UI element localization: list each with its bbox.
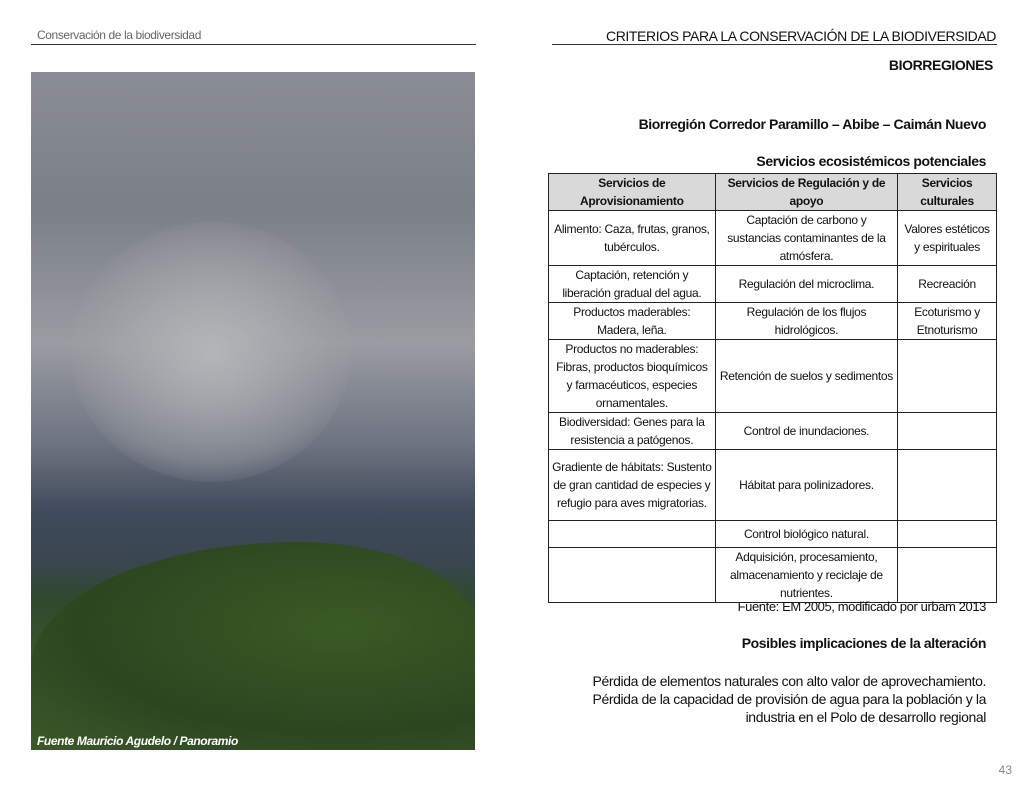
table-cell (898, 548, 997, 603)
table-row (549, 413, 997, 450)
header-rule-right (552, 44, 997, 45)
header-provisioning: Servicios de Aprovisionamiento (549, 174, 716, 211)
table-cell: Regulación de los flujos hidrológicos. (715, 303, 897, 340)
table-row (549, 303, 997, 340)
table-cell: Control de inundaciones. (715, 413, 897, 450)
table-cell: Adquisición, procesamiento, almacenamiento y reciclaje de nutrientes. (715, 548, 897, 603)
table-cell: Valores estéticos y espirituales (898, 211, 997, 266)
table-cell: Productos no maderables: Fibras, productos bioquímicos y farmacéuticos, especies ornamentales. (549, 340, 716, 413)
forest-hills (31, 542, 475, 750)
table-cell: Captación, retención y liberación gradual del agua. (549, 266, 716, 303)
page-number: 43 (998, 763, 1012, 777)
photo-caption: Fuente Mauricio Agudelo / Panoramio (37, 734, 238, 748)
table-row (549, 266, 997, 303)
table-cell (549, 548, 716, 603)
header-cultural: Servicios culturales (898, 174, 997, 211)
table-cell: Retención de suelos y sedimentos (715, 340, 897, 413)
table-cell (898, 340, 997, 413)
rain-cloud (71, 222, 351, 482)
implications-text: Pérdida de elementos naturales con alto valor de aprovechamiento. Pérdida de la capacidad de provisión de agua para la población y la industria en el Polo de desarrollo regional (592, 673, 986, 725)
table-cell (898, 413, 997, 450)
implications-title: Posibles implicaciones de la alteración (741, 635, 986, 651)
table-cell (549, 521, 716, 548)
table-cell (898, 450, 997, 521)
table-row (549, 340, 997, 413)
table-cell (898, 521, 997, 548)
landscape-photo (31, 72, 475, 750)
table-source: Fuente: EM 2005, modificado por urbam 2013 (737, 599, 986, 614)
table-cell: Regulación del microclima. (715, 266, 897, 303)
table-row (549, 548, 997, 603)
table-cell: Recreación (898, 266, 997, 303)
table-row (549, 450, 997, 521)
table-cell: Hábitat para polinizadores. (715, 450, 897, 521)
table-cell: Productos maderables: Madera, leña. (549, 303, 716, 340)
running-header-right: CRITERIOS PARA LA CONSERVACIÓN DE LA BIODIVERSIDAD (606, 28, 996, 44)
running-header-left: Conservación de la biodiversidad (37, 28, 201, 42)
bioregion-title: Biorregión Corredor Paramillo – Abibe – Caimán Nuevo (638, 116, 986, 132)
section-title: BIORREGIONES (888, 57, 993, 73)
table-cell: Captación de carbono y sustancias contaminantes de la atmósfera. (715, 211, 897, 266)
table-cell: Biodiversidad: Genes para la resistencia a patógenos. (549, 413, 716, 450)
table-cell: Control biológico natural. (715, 521, 897, 548)
header-rule-left (31, 44, 476, 45)
ecosystem-services-table (548, 173, 997, 603)
table-cell: Alimento: Caza, frutas, granos, tubérculos. (549, 211, 716, 266)
table-cell: Ecoturismo y Etnoturismo (898, 303, 997, 340)
table-title: Servicios ecosistémicos potenciales (756, 153, 986, 169)
table-row (549, 521, 997, 548)
header-regulation: Servicios de Regulación y de apoyo (715, 174, 897, 211)
table-cell: Gradiente de hábitats: Sustento de gran cantidad de especies y refugio para aves migratorias. (549, 450, 716, 521)
table-row (549, 211, 997, 266)
